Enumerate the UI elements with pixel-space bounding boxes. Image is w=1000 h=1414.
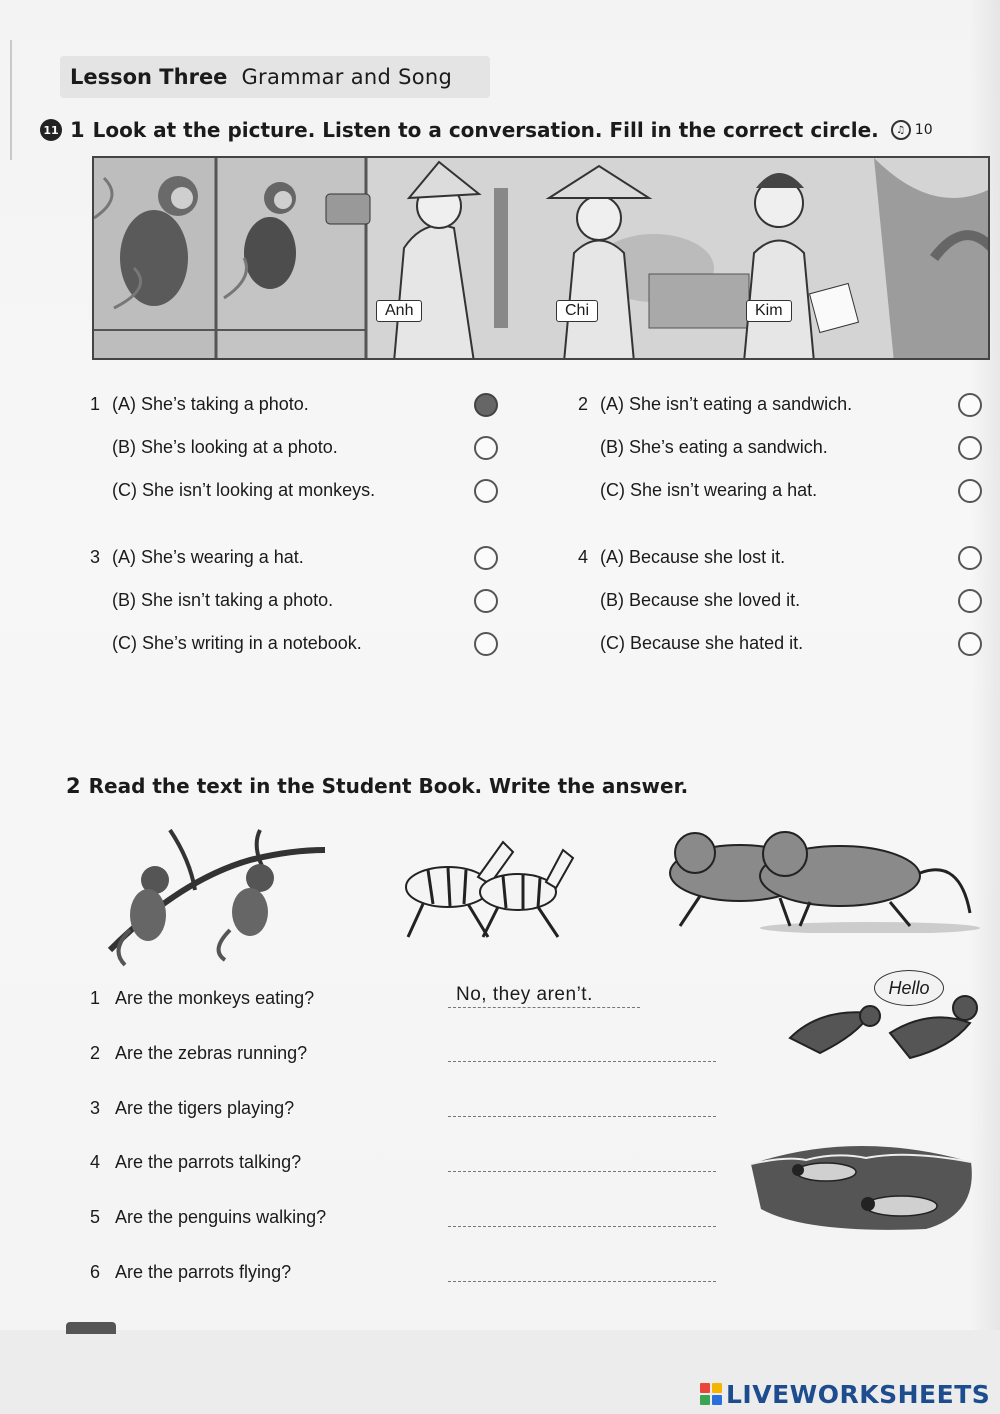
- answer-text: [448, 1148, 456, 1169]
- answer-circle-4a[interactable]: [958, 546, 982, 570]
- option-text: (A) Because she lost it.: [600, 547, 786, 567]
- audio-track-number: 10: [914, 122, 933, 138]
- answer-text: [448, 1038, 456, 1059]
- exercise-1-text: Look at the picture. Listen to a conversation. Fill in the correct circle.: [92, 118, 879, 142]
- option-text: (B) Because she loved it.: [600, 590, 801, 610]
- penguins-illustration: [746, 1134, 978, 1234]
- track-badge-icon: 11: [40, 119, 62, 141]
- lesson-subtitle: Grammar and Song: [241, 65, 453, 89]
- answer-circle-4b[interactable]: [958, 589, 982, 613]
- question-number: 2: [578, 394, 589, 414]
- answer-circle-2c[interactable]: [958, 479, 982, 503]
- liveworksheets-logo-icon: [700, 1383, 722, 1405]
- name-tag-anh: Anh: [376, 300, 422, 322]
- exercise-1-number: 1: [70, 118, 85, 142]
- answer-circle-2a[interactable]: [958, 393, 982, 417]
- question-text: Are the parrots talking?: [115, 1152, 302, 1172]
- option-text: (C) She isn’t wearing a hat.: [600, 480, 818, 500]
- page-footer-tab: [66, 1322, 116, 1334]
- answer-field-1[interactable]: [448, 984, 640, 1008]
- answer-text: [448, 1093, 456, 1114]
- answer-field-3[interactable]: [448, 1093, 716, 1117]
- audio-track[interactable]: [891, 120, 933, 140]
- question-number: 5: [90, 1207, 101, 1227]
- answer-field-2[interactable]: [448, 1038, 716, 1062]
- question-number: 1: [90, 988, 101, 1008]
- page-binding-edge: [0, 40, 12, 160]
- liveworksheets-logo[interactable]: [700, 1378, 990, 1410]
- name-tag-chi: Chi: [556, 300, 598, 322]
- tigers-illustration: [640, 818, 980, 933]
- option-text: (B) She’s eating a sandwich.: [600, 437, 828, 457]
- answer-text: [448, 1203, 456, 1224]
- lesson-title: Lesson Three: [70, 65, 228, 89]
- question-number: 4: [578, 547, 589, 567]
- question-text: Are the monkeys eating?: [115, 988, 315, 1008]
- answer-field-5[interactable]: [448, 1203, 716, 1227]
- answer-text: [448, 1258, 456, 1279]
- question-number: 3: [90, 1098, 101, 1118]
- option-text: (C) Because she hated it.: [600, 633, 804, 653]
- zoo-scene-drawing: [94, 158, 990, 360]
- answer-circle-3b[interactable]: [474, 589, 498, 613]
- option-text: (A) She’s taking a photo.: [112, 394, 309, 414]
- option-text: (C) She’s writing in a notebook.: [112, 633, 362, 653]
- question-number: 1: [90, 394, 101, 414]
- question-text: Are the parrots flying?: [115, 1262, 292, 1282]
- answer-circle-1a[interactable]: [474, 393, 498, 417]
- question-text: Are the zebras running?: [115, 1043, 308, 1063]
- option-text: (B) She’s looking at a photo.: [112, 437, 338, 457]
- question-number: 2: [90, 1043, 101, 1063]
- answer-text: No, they aren’t.: [456, 984, 593, 1005]
- exercise-2-instruction: [66, 774, 688, 798]
- option-text: (A) She isn’t eating a sandwich.: [600, 394, 853, 414]
- lesson-header: [60, 56, 490, 98]
- answer-circle-1b[interactable]: [474, 436, 498, 460]
- question-text: Are the tigers playing?: [115, 1098, 295, 1118]
- question-text: Are the penguins walking?: [115, 1207, 327, 1227]
- answer-circle-3a[interactable]: [474, 546, 498, 570]
- answer-circle-3c[interactable]: [474, 632, 498, 656]
- question-number: 6: [90, 1262, 101, 1282]
- question-number: 3: [90, 547, 101, 567]
- option-text: (C) She isn’t looking at monkeys.: [112, 480, 376, 500]
- zebras-illustration: [378, 832, 578, 942]
- answer-field-4[interactable]: [448, 1148, 716, 1172]
- zoo-scene-illustration: [92, 156, 990, 360]
- monkeys-illustration: [100, 820, 330, 970]
- answer-circle-4c[interactable]: [958, 632, 982, 656]
- liveworksheets-logo-text: LIVEWORKSHEETS: [726, 1379, 991, 1409]
- question-number: 4: [90, 1152, 101, 1172]
- answer-field-6[interactable]: [448, 1258, 716, 1282]
- option-text: (B) She isn’t taking a photo.: [112, 590, 334, 610]
- exercise-2-text: Read the text in the Student Book. Write the answer.: [88, 774, 689, 798]
- headphones-icon: ♫: [891, 120, 911, 140]
- name-tag-kim: Kim: [746, 300, 792, 322]
- answer-circle-2b[interactable]: [958, 436, 982, 460]
- answer-circle-1c[interactable]: [474, 479, 498, 503]
- speech-bubble: Hello: [874, 970, 944, 1006]
- exercise-2-number: 2: [66, 774, 81, 798]
- exercise-1-instruction: [40, 118, 933, 142]
- option-text: (A) She’s wearing a hat.: [112, 547, 304, 567]
